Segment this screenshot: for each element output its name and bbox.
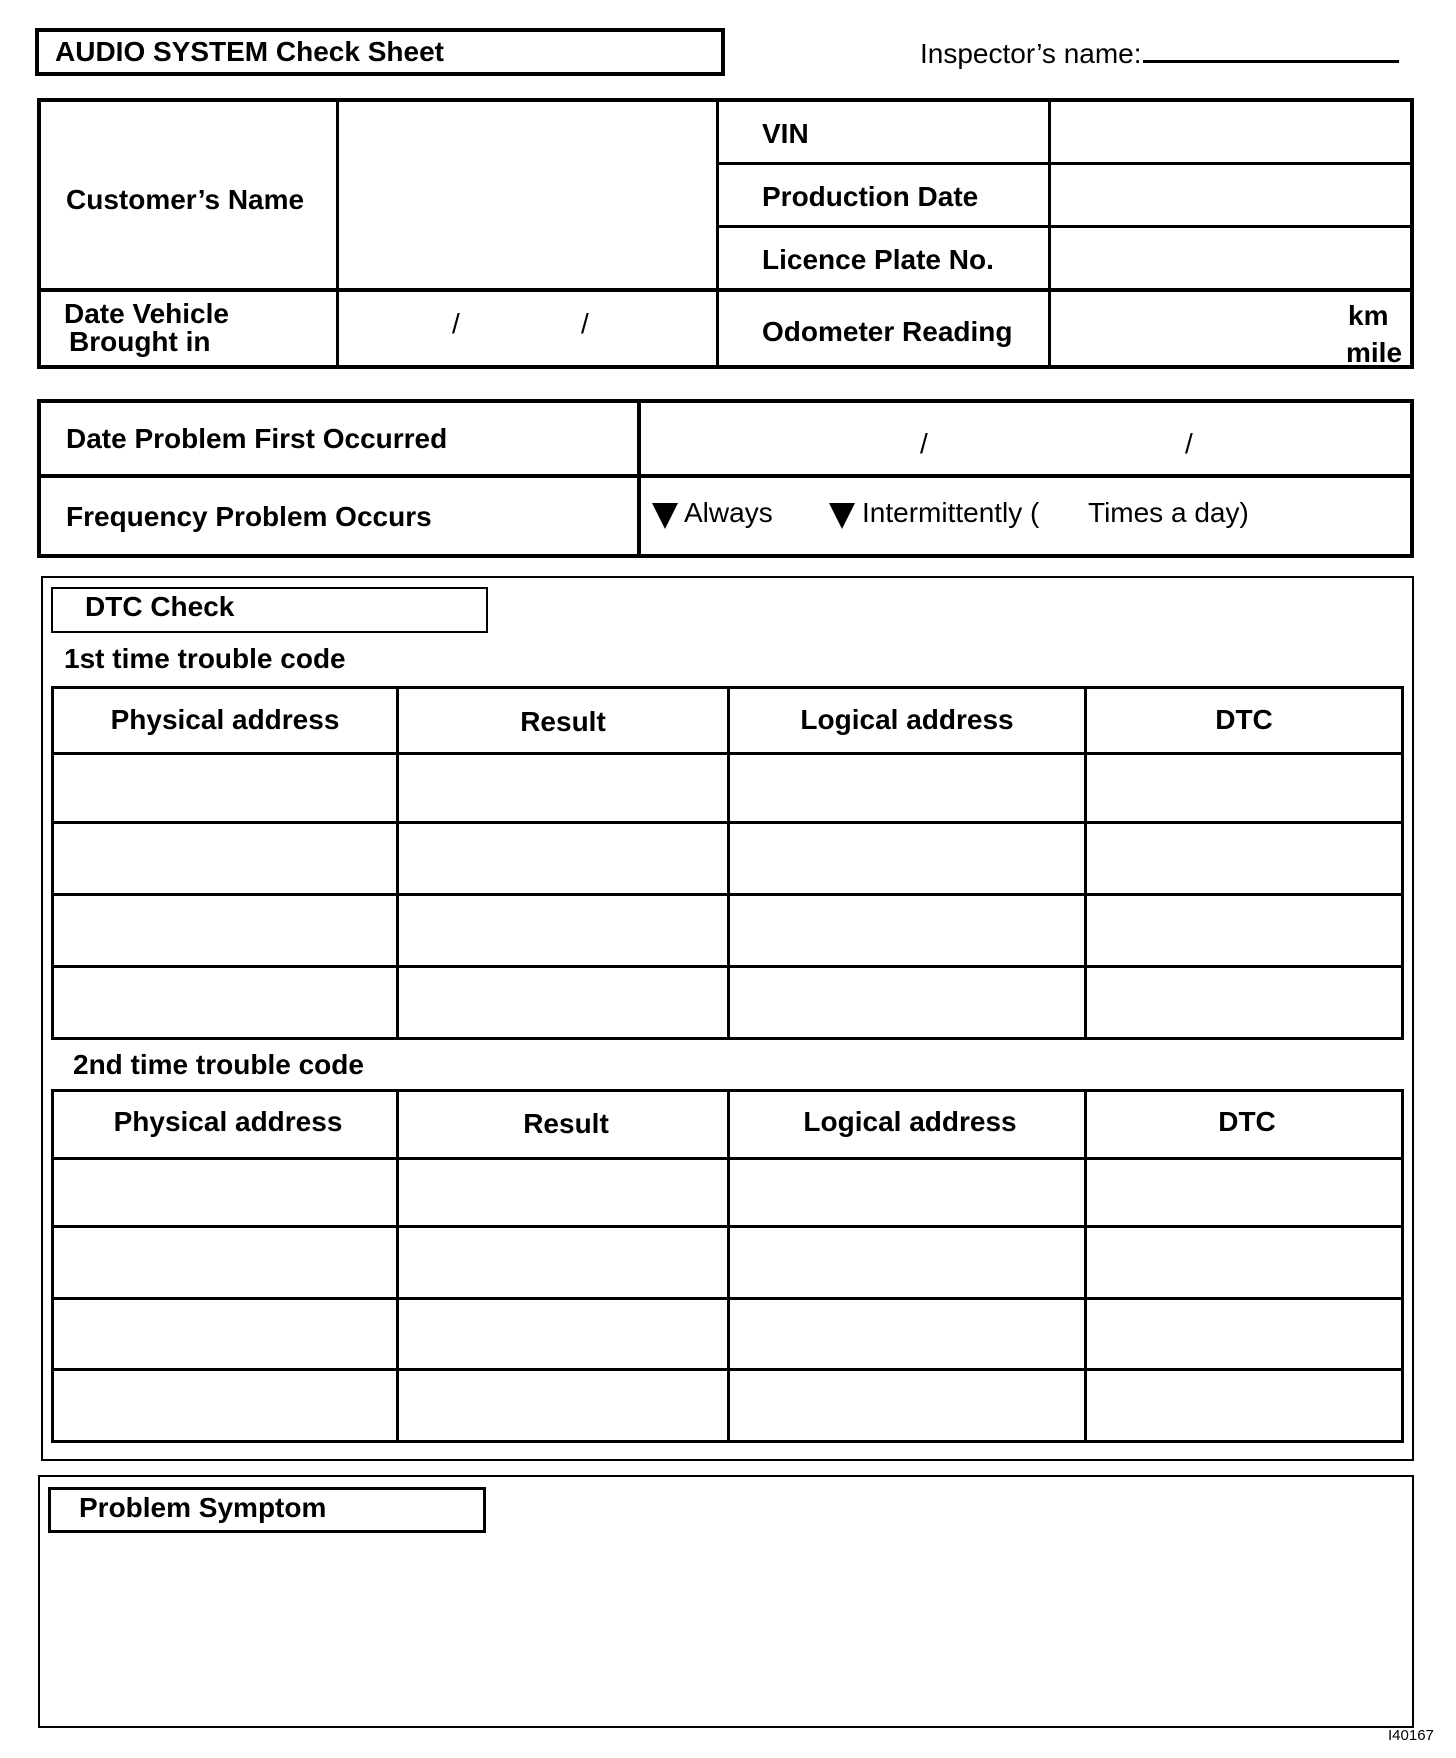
first-occurred-field[interactable] — [641, 403, 1410, 474]
problem-row-line — [37, 474, 1414, 478]
dtc-col-line — [1084, 686, 1087, 1040]
date-separator: / — [452, 308, 460, 339]
dtc-row-line — [51, 1368, 1404, 1371]
date-vehicle-label-line2: Brought in — [69, 326, 211, 357]
date-vehicle-field[interactable] — [340, 292, 715, 366]
sheet-title: AUDIO SYSTEM Check Sheet — [55, 36, 444, 67]
unit-mile: mile — [1346, 337, 1403, 368]
col-physical-address: Physical address — [110, 704, 340, 735]
dtc-row-line — [51, 821, 1404, 824]
col-result: Result — [520, 706, 606, 737]
production-date-label: Production Date — [762, 181, 979, 212]
problem-symptom-label-box — [48, 1487, 486, 1533]
intermittently-label: Intermittently ( — [862, 497, 1040, 528]
col-logical-address: Logical address — [803, 1106, 1017, 1137]
dtc-row-line — [51, 1297, 1404, 1300]
info-divider — [1048, 98, 1051, 369]
dtc-col-line — [1084, 1089, 1087, 1443]
vin-field[interactable] — [1052, 102, 1410, 162]
dtc-row-line — [51, 965, 1404, 968]
dtc-row-line — [51, 893, 1404, 896]
licence-plate-field[interactable] — [1052, 228, 1410, 288]
col-physical-address: Physical address — [113, 1106, 343, 1137]
always-checkbox[interactable] — [652, 503, 678, 529]
inspector-name-label: Inspector’s name: — [920, 38, 1142, 69]
frequency-label: Frequency Problem Occurs — [66, 501, 432, 532]
info-divider — [716, 98, 719, 369]
date-separator: / — [581, 308, 589, 339]
production-date-field[interactable] — [1052, 165, 1410, 225]
col-dtc: DTC — [1215, 704, 1273, 735]
col-dtc: DTC — [1218, 1106, 1276, 1137]
intermittently-checkbox[interactable] — [829, 503, 855, 529]
col-logical-address: Logical address — [800, 704, 1014, 735]
figure-id: I40167 — [1388, 1727, 1434, 1744]
dtc-row-line — [51, 1225, 1404, 1228]
dtc-section-label-box — [51, 587, 488, 633]
customer-name-field[interactable] — [340, 102, 715, 288]
dtc-col-line — [727, 1089, 730, 1443]
customer-name-label: Customer’s Name — [66, 184, 305, 215]
vin-label: VIN — [762, 118, 809, 149]
title-box — [35, 28, 725, 76]
licence-plate-label: Licence Plate No. — [762, 244, 994, 275]
date-vehicle-label-line1: Date Vehicle — [64, 298, 229, 329]
times-a-day-label: Times a day) — [1088, 497, 1249, 528]
second-trouble-code-label: 2nd time trouble code — [73, 1049, 364, 1080]
dtc-col-line — [396, 686, 399, 1040]
info-divider — [336, 98, 339, 369]
dtc-section-label: DTC Check — [85, 591, 235, 622]
problem-symptom-field[interactable] — [42, 1540, 1410, 1726]
dtc-col-line — [396, 1089, 399, 1443]
col-result: Result — [523, 1108, 609, 1139]
first-trouble-code-label: 1st time trouble code — [64, 643, 346, 674]
inspector-name-field[interactable] — [1143, 60, 1399, 63]
first-occurred-label: Date Problem First Occurred — [66, 423, 448, 454]
dtc-col-line — [727, 686, 730, 1040]
odometer-label: Odometer Reading — [762, 316, 1013, 347]
date-separator: / — [1185, 428, 1193, 459]
dtc-row-line — [51, 752, 1404, 755]
problem-symptom-label: Problem Symptom — [79, 1492, 327, 1523]
date-separator: / — [920, 428, 928, 459]
dtc-row-line — [51, 1157, 1404, 1160]
always-label: Always — [684, 497, 773, 528]
unit-km: km — [1348, 300, 1389, 331]
